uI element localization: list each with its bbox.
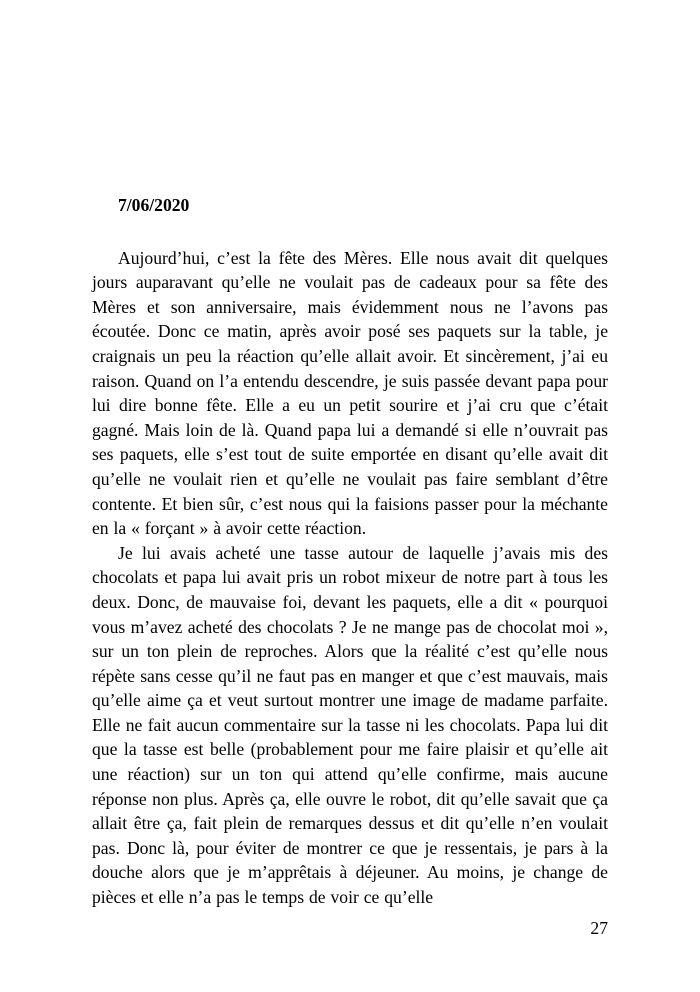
page-number: 27	[590, 918, 608, 938]
entry-paragraph-2: Je lui avais acheté une tasse autour de laquelle j’avais mis des chocolats et papa lui avait pris un robot mixeur de notre part à tous les deux. Donc, de mauvaise foi, devant les paquets, elle a dit « pourquoi vous m’avez acheté des chocolats ? Je ne mange pas de chocolat moi », sur un ton plein de reproches. Alors que la réalité c’est qu’elle nous répète sans cesse qu’il ne faut pas en manger et que c’est mauvais, mais qu’elle aime ça et veut surtout montrer une image de madame parfaite. Elle ne fait aucun commentaire sur la tasse ni les chocolats. Papa lui dit que la tasse est belle (probablement pour me faire plaisir et qu’elle ait une réaction) sur un ton qui attend qu’elle confirme, mais aucune réponse non plus. Après ça, elle ouvre le robot, dit qu’elle savait que ça allait être ça, fait plein de remarques dessus et dit qu’elle n’en voulait pas. Donc là, pour éviter de montrer ce que je ressentais, je pars à la douche alors que je m’apprêtais à déjeuner. Au moins, je change de pièces et elle n’a pas le temps de voir ce qu’elle	[92, 542, 608, 908]
text-block	[92, 193, 608, 910]
entry-body	[92, 246, 608, 910]
entry-paragraph-1: Aujourd’hui, c’est la fête des Mères. Elle nous avait dit quelques jours auparavant qu’elle ne voulait pas de cadeaux pour sa fête des Mères et son anniversaire, mais évidemment nous ne l’avons pas écoutée. Donc ce matin, après avoir posé ses paquets sur la table, je craignais un peu la réaction qu’elle allait avoir. Et sincèrement, j’ai eu raison. Quand on l’a entendu descendre, je suis passée devant papa pour lui dire bonne fête. Elle a eu un petit sourire et j’ai cru que c’était gagné. Mais loin de là. Quand papa lui a demandé si elle n’ouvrait pas ses paquets, elle s’est tout de suite emportée en disant qu’elle avait dit qu’elle ne voulait rien et qu’elle ne voulait pas faire semblant d’être contente. Et bien sûr, c’est nous qui la faisions passer pour la méchante en la « forçant » à avoir cette réaction.	[92, 247, 608, 539]
entry-date-heading: 7/06/2020	[118, 195, 190, 215]
